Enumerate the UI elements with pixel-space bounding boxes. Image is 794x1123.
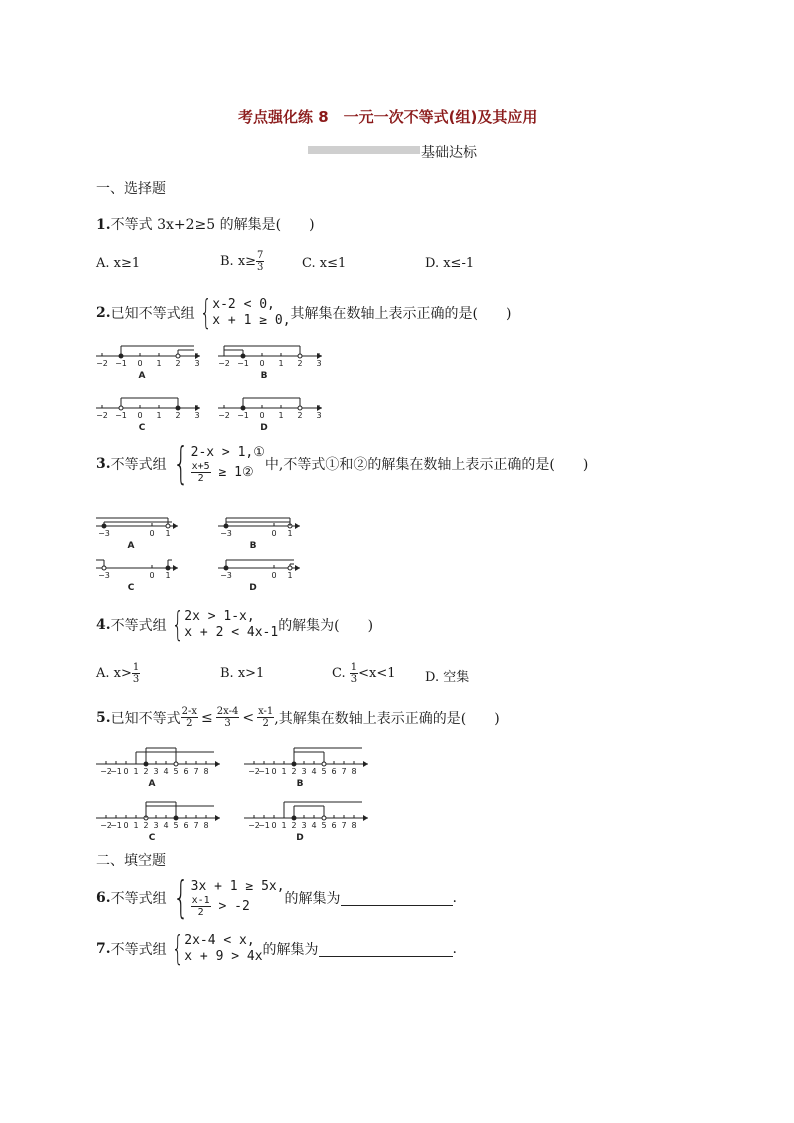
q2-line-b-endpoint [241, 354, 245, 358]
q2-line-d-tick-label: −1 [237, 411, 249, 420]
q2-line-d-label: D [260, 423, 268, 433]
q5-line-d-tick-label: 6 [331, 821, 337, 830]
q2-line-c-tick-label: −1 [115, 411, 127, 420]
section-choice: 一、选择题 [96, 181, 166, 197]
q2-line-c-tick-label: 2 [175, 411, 181, 420]
q5-line-c-tick-label: 6 [183, 821, 189, 830]
q5-line-b-tick-label: 7 [341, 767, 347, 776]
q2-line-b-tick-label: 2 [297, 359, 303, 368]
q3-line-d-tick-label: 1 [287, 571, 293, 580]
q2-line-a-label: A [138, 371, 146, 381]
q2-line-a-tick-label: 0 [137, 359, 143, 368]
q6-answer-blank[interactable] [341, 891, 453, 906]
q3-line-a-tick-label: 1 [165, 529, 171, 538]
q5-line-c-tick-label: 8 [203, 821, 209, 830]
q5-line-a-tick-label: 7 [193, 767, 199, 776]
q2-line-a-endpoint [119, 354, 123, 358]
q2-line-a-tick-label: −2 [96, 359, 108, 368]
q2-line-a-endpoint [176, 354, 180, 358]
q5-line-b-tick-label: 2 [291, 767, 297, 776]
q3-line-d-endpoint [288, 566, 292, 570]
q5-line-b-tick-label: 1 [281, 767, 287, 776]
q2-line-b-tick-label: −1 [237, 359, 249, 368]
q1-option-a[interactable]: A. x≥1 [96, 256, 141, 271]
q5-line-c-tick-label: 1 [133, 821, 139, 830]
q2-line-b-tick-label: 0 [259, 359, 265, 368]
q5-line-a-tick-label: 8 [203, 767, 209, 776]
q3-line-d-endpoint [224, 566, 228, 570]
q2-line-b-tick-label: −2 [218, 359, 230, 368]
q5-number-lines [92, 740, 382, 844]
q5-line-a-tick-label: 1 [133, 767, 139, 776]
q5-line-c-tick-label: 5 [173, 821, 179, 830]
q3-line-a-endpoint [166, 524, 170, 528]
q2-line-a-tick-label: 2 [175, 359, 181, 368]
q5-line-a-label: A [148, 779, 156, 789]
q5-line-d-tick-label: 8 [351, 821, 357, 830]
q5-line-b-tick-label: 8 [351, 767, 357, 776]
q1-option-d[interactable]: D. x≤-1 [425, 256, 475, 271]
q5-line-a-tick-label: −2 [100, 767, 112, 776]
q5-line-a-tick-label: −1 [110, 767, 122, 776]
q5-line-a-tick-label: 6 [183, 767, 189, 776]
q4-option-d[interactable]: D. 空集 [425, 670, 470, 685]
q5-line-d-endpoint [322, 816, 326, 820]
question-4: 4. 不等式组 { 2x > 1-x, x + 2 < 4x-1 的解集为( ) [96, 605, 374, 645]
q2-line-c-tick-label: −2 [96, 411, 108, 420]
q4-option-c[interactable]: C. $\frac{1}{3}$ <x<1 [332, 662, 396, 685]
q2-line-b-endpoint [298, 354, 302, 358]
q2-line-b-tick-label: 1 [278, 359, 284, 368]
q3-line-d-tick-label: −3 [220, 571, 232, 580]
question-1: 1.不等式 3x+2≥5 的解集是( ) [96, 217, 315, 233]
q3-line-b-arrow [295, 523, 300, 529]
q2-number-lines [92, 338, 332, 433]
q3-line-a-label: A [127, 541, 135, 551]
q5-line-b-tick-label: 4 [311, 767, 317, 776]
q5-line-c-arrow [215, 815, 220, 821]
q3-line-d-tick-label: 0 [271, 571, 277, 580]
q5-line-c-endpoint [174, 816, 178, 820]
q5-line-a-tick-label: 5 [173, 767, 179, 776]
q2-line-d-tick-label: 2 [297, 411, 303, 420]
q3-line-b-tick-label: 1 [287, 529, 293, 538]
q5-line-d-tick-label: 1 [281, 821, 287, 830]
question-3: 3. 不等式组 { 2-x > 1,① $\frac{x+5}{2}$ ≥ 1② 中,不等式①和②的解集在数轴上表示正确的是( ) [96, 438, 589, 489]
q2-line-c-tick-label: 1 [156, 411, 162, 420]
q3-line-c-arrow [173, 565, 178, 571]
q5-line-b-endpoint [322, 762, 326, 766]
q5-line-c-tick-label: 3 [153, 821, 159, 830]
q5-line-b-tick-label: −1 [258, 767, 270, 776]
q2-line-c-label: C [138, 423, 146, 433]
subtitle: 基础达标 [421, 145, 477, 161]
q5-line-d-label: D [296, 833, 304, 843]
q5-line-b-tick-label: 6 [331, 767, 337, 776]
q5-line-c-tick-label: 2 [143, 821, 149, 830]
q5-line-d-arrow [363, 815, 368, 821]
q2-line-b-label: B [260, 371, 268, 381]
q4-option-a[interactable]: A. x> $\frac{1}{3}$ [96, 662, 140, 685]
q2-line-c-endpoint [119, 406, 123, 410]
q2-line-d-endpoint [298, 406, 302, 410]
q2-line-d-tick-label: 0 [259, 411, 265, 420]
q2-line-c-endpoint [176, 406, 180, 410]
q3-line-c-tick-label: 0 [149, 571, 155, 580]
q5-line-b-tick-label: −2 [248, 767, 260, 776]
q2-line-a-tick-label: 1 [156, 359, 162, 368]
question-6: 6. 不等式组 { 3x + 1 ≥ 5x, $\frac{x-1}{2}$ > -2 的解集为 . [96, 872, 457, 923]
q5-line-c-tick-label: −2 [100, 821, 112, 830]
q3-line-a-tick-label: 0 [149, 529, 155, 538]
q3-line-c-endpoint [166, 566, 170, 570]
q3-line-a-tick-label: −3 [98, 529, 110, 538]
question-2: 2. 已知不等式组 { x-2 < 0, x + 1 ≥ 0, 其解集在数轴上表示正确的是( ) [96, 293, 512, 333]
q5-line-c-tick-label: −1 [110, 821, 122, 830]
q5-line-a-endpoint [174, 762, 178, 766]
q5-line-c-tick-label: 7 [193, 821, 199, 830]
q2-line-b-tick-label: 3 [316, 359, 322, 368]
q2-line-c-tick-label: 3 [194, 411, 200, 420]
q3-line-d-arrow [295, 565, 300, 571]
q5-line-d-endpoint [292, 816, 296, 820]
question-7: 7. 不等式组 { 2x-4 < x, x + 9 > 4x 的解集为 . [96, 929, 457, 969]
q3-line-a-endpoint [102, 524, 106, 528]
q2-line-d-tick-label: 3 [316, 411, 322, 420]
q3-line-c-tick-label: −3 [98, 571, 110, 580]
q5-line-a-tick-label: 3 [153, 767, 159, 776]
question-5: 5. 已知不等式 $\frac{2-x}{2}$ ≤ $\frac{2x-4}{3}$ < $\frac{x-1}{2}$ ,其解集在数轴上表示正确的是( ) [96, 706, 500, 729]
q3-line-c-endpoint [102, 566, 106, 570]
q5-line-a-endpoint [144, 762, 148, 766]
page-title: 考点强化练 8 一元一次不等式(组)及其应用 [238, 108, 538, 126]
q5-line-d-tick-label: 4 [311, 821, 317, 830]
q2-line-d-tick-label: 1 [278, 411, 284, 420]
q5-line-d-tick-label: 0 [271, 821, 277, 830]
q5-line-c-tick-label: 4 [163, 821, 169, 830]
q5-line-b-tick-label: 5 [321, 767, 327, 776]
section-fill: 二、填空题 [96, 853, 166, 869]
q5-line-a-arrow [215, 761, 220, 767]
q2-line-a-tick-label: −1 [115, 359, 127, 368]
q3-line-c-tick-label: 1 [165, 571, 171, 580]
q3-line-c-label: C [127, 583, 135, 593]
subtitle-bar [308, 146, 420, 154]
q3-line-b-tick-label: 0 [271, 529, 277, 538]
q4-option-b[interactable]: B. x>1 [220, 666, 265, 681]
q5-line-d-tick-label: −2 [248, 821, 260, 830]
q5-line-b-tick-label: 0 [271, 767, 277, 776]
q5-line-d-tick-label: 7 [341, 821, 347, 830]
q5-line-b-label: B [296, 779, 304, 789]
q5-line-b-arrow [363, 761, 368, 767]
q7-answer-blank[interactable] [319, 942, 453, 957]
q2-line-d-endpoint [241, 406, 245, 410]
q5-line-a-tick-label: 4 [163, 767, 169, 776]
q5-line-d-tick-label: 2 [291, 821, 297, 830]
q3-line-b-tick-label: −3 [220, 529, 232, 538]
q5-line-b-tick-label: 3 [301, 767, 307, 776]
q5-line-c-label: C [148, 833, 156, 843]
q5-line-d-tick-label: 3 [301, 821, 307, 830]
q3-line-d-label: D [249, 583, 257, 593]
q2-line-d-tick-label: −2 [218, 411, 230, 420]
q2-line-a-tick-label: 3 [194, 359, 200, 368]
q5-line-a-tick-label: 0 [123, 767, 129, 776]
q1-option-c[interactable]: C. x≤1 [302, 256, 347, 271]
q3-line-b-label: B [249, 541, 257, 551]
q2-line-c-tick-label: 0 [137, 411, 143, 420]
q5-line-d-tick-label: −1 [258, 821, 270, 830]
q3-line-a-arrow [173, 523, 178, 529]
q3-number-lines [92, 508, 312, 596]
q5-line-c-tick-label: 0 [123, 821, 129, 830]
q5-line-a-tick-label: 2 [143, 767, 149, 776]
q1-option-b[interactable]: B. x≥ $\frac{7}{3}$ [220, 250, 264, 273]
q5-line-d-tick-label: 5 [321, 821, 327, 830]
